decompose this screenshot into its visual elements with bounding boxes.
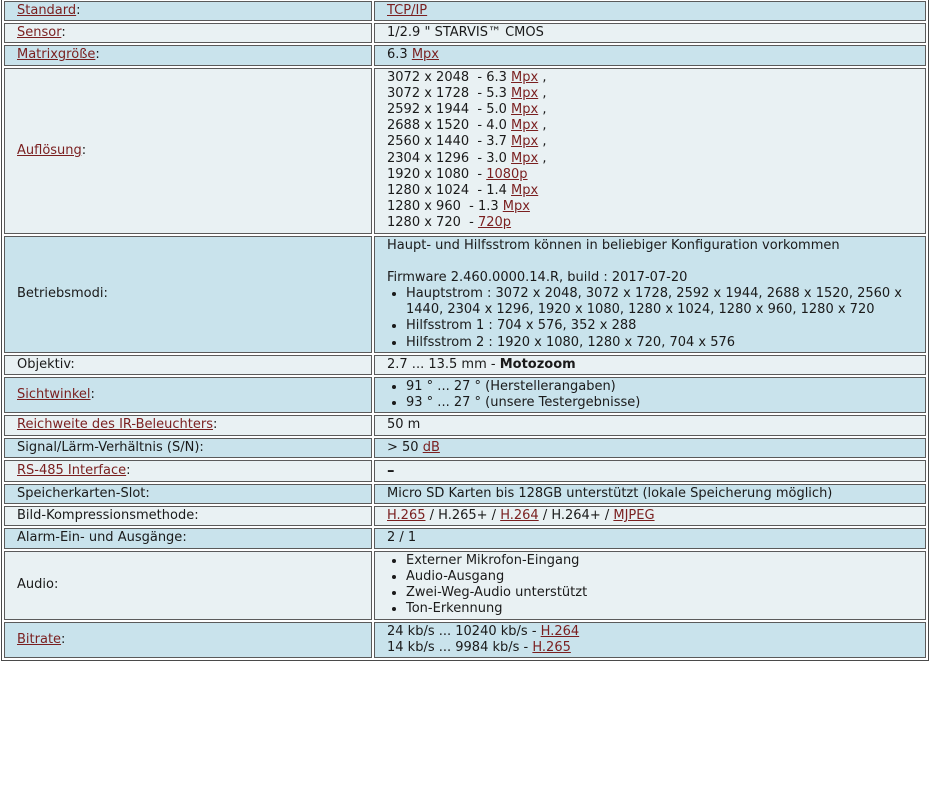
resolution-unit-link[interactable]: Mpx	[502, 199, 530, 215]
value-cell: > 50 dB	[374, 438, 926, 458]
resolution-link[interactable]: Auflösung	[17, 142, 82, 158]
label-cell: Alarm-Ein- und Ausgänge:	[4, 528, 372, 548]
list-item: • Audio-Ausgang	[406, 569, 913, 585]
h265-link[interactable]: H.265	[532, 639, 571, 655]
list-item: • Hauptstrom : 3072 x 2048, 3072 x 1728, 2592 x 1944, 2688 x 1520, 2560 x 1440, 2304 x 1296, 1920 x 1080, 1280 x 1024, 1280 x 960, 1280 x 720	[406, 286, 913, 318]
value-cell	[374, 460, 926, 482]
resolution-line: 2560 x 1440 - 3.7 Mpx ,	[387, 134, 547, 150]
alarm-label: Alarm-Ein- und Ausgänge	[17, 530, 183, 546]
label-cell: Auflösung:	[4, 68, 372, 234]
value-cell	[374, 551, 926, 620]
label-cell: Speicherkarten-Slot:	[4, 484, 372, 504]
audio-list	[387, 553, 913, 618]
row-standard	[4, 1, 926, 21]
mjpeg-link[interactable]: MJPEG	[613, 508, 655, 524]
resolution-unit-link[interactable]: 1080p	[486, 166, 528, 182]
value-cell: 50 m	[374, 415, 926, 435]
audio-label: Audio	[17, 576, 54, 592]
label-cell: Sichtwinkel:	[4, 377, 372, 413]
value-cell	[374, 23, 926, 43]
label-cell: Standard:	[4, 1, 372, 21]
label-cell: Signal/Lärm-Verhältnis (S/N):	[4, 438, 372, 458]
rs485-link[interactable]: RS-485 Interface	[17, 462, 127, 478]
angle-list	[387, 379, 913, 411]
resolution-line: 1280 x 1024 - 1.4 Mpx	[387, 183, 539, 199]
bitrate-line: 24 kb/s ... 10240 kb/s - H.264	[387, 623, 580, 639]
resolution-line: 2592 x 1944 - 5.0 Mpx ,	[387, 102, 547, 118]
list-item: • Zwei-Weg-Audio unterstützt	[406, 585, 913, 601]
sensor-value: 1/2.9 " STARVIS™ CMOS	[387, 25, 544, 41]
value-cell	[374, 1, 926, 21]
label-cell: Objektiv:	[4, 355, 372, 375]
resolution-line: 3072 x 1728 - 5.3 Mpx ,	[387, 85, 547, 101]
label-cell: Audio:	[4, 551, 372, 620]
row-audio	[4, 551, 926, 620]
row-lens	[4, 355, 926, 375]
resolution-line: 1280 x 720 - 720p	[387, 215, 512, 231]
row-snr	[4, 438, 926, 458]
h264-link[interactable]: H.264	[500, 508, 539, 524]
resolution-unit-link[interactable]: Mpx	[511, 183, 539, 199]
resolution-unit-link[interactable]: Mpx	[511, 134, 539, 150]
resolution-unit-link[interactable]: Mpx	[511, 85, 539, 101]
row-matrix	[4, 45, 926, 65]
resolution-unit-link[interactable]: Mpx	[511, 102, 539, 118]
label-cell: Sensor:	[4, 23, 372, 43]
resolution-line: 3072 x 2048 - 6.3 Mpx ,	[387, 69, 547, 85]
resolution-unit-link[interactable]: 720p	[477, 215, 512, 231]
sensor-link[interactable]: Sensor	[17, 25, 62, 41]
matrix-link[interactable]: Matrixgröße	[17, 47, 96, 63]
row-bitrate	[4, 622, 926, 658]
row-rs485	[4, 460, 926, 482]
row-sensor	[4, 23, 926, 43]
h264-link[interactable]: H.264	[540, 623, 580, 639]
list-item: • Externer Mikrofon-Eingang	[406, 553, 913, 569]
value-cell	[374, 236, 926, 353]
spec-table	[1, 0, 929, 661]
value-cell: 2 / 1	[374, 528, 926, 548]
value-cell	[374, 622, 926, 658]
row-slot	[4, 484, 926, 504]
resolution-line: 1920 x 1080 - 1080p	[387, 166, 528, 182]
resolution-list	[387, 70, 913, 232]
label-cell: Bild-Kompressionsmethode:	[4, 506, 372, 526]
modes-intro: Haupt- und Hilfsstrom können in beliebiger Konfiguration vorkommen	[387, 237, 840, 253]
tcpip-link[interactable]: TCP/IP	[387, 3, 428, 18]
slot-label: Speicherkarten-Slot	[17, 486, 146, 502]
list-item: • Hilfsstrom 1 : 704 x 576, 352 x 288	[406, 318, 913, 334]
modes-label: Betriebsmodi	[17, 286, 104, 302]
row-ir	[4, 415, 926, 435]
value-cell: 2.7 ... 13.5 mm - Motozoom	[374, 355, 926, 375]
resolution-unit-link[interactable]: Mpx	[511, 118, 539, 134]
row-compression	[4, 506, 926, 526]
motozoom-text: Motozoom	[499, 356, 576, 372]
list-item: • 91 ° ... 27 ° (Herstellerangaben)	[406, 379, 913, 395]
modes-list	[387, 286, 913, 351]
bitrate-link[interactable]: Bitrate	[17, 631, 62, 647]
snr-label: Signal/Lärm-Verhältnis (S/N)	[17, 439, 200, 455]
resolution-unit-link[interactable]: Mpx	[511, 150, 539, 166]
db-link[interactable]: dB	[422, 439, 440, 455]
label-cell: Matrixgröße:	[4, 45, 372, 65]
row-angle	[4, 377, 926, 413]
standard-link[interactable]: Standard	[17, 3, 77, 18]
row-alarm	[4, 528, 926, 548]
label-cell: Reichweite des IR-Beleuchters:	[4, 415, 372, 435]
value-cell: H.265 / H.265+ / H.264 / H.264+ / MJPEG	[374, 506, 926, 526]
value-cell	[374, 68, 926, 234]
h265-link[interactable]: H.265	[387, 508, 426, 524]
resolution-line: 1280 x 960 - 1.3 Mpx	[387, 199, 530, 215]
bitrate-line: 14 kb/s ... 9984 kb/s - H.265	[387, 639, 571, 655]
row-resolution	[4, 68, 926, 234]
list-item: • Ton-Erkennung	[406, 601, 913, 617]
lens-label: Objektiv	[17, 356, 71, 372]
list-item: • 93 ° ... 27 ° (unsere Testergebnisse)	[406, 395, 913, 411]
list-item: • Hilfsstrom 2 : 1920 x 1080, 1280 x 720, 704 x 576	[406, 335, 913, 351]
compression-label: Bild-Kompressionsmethode	[17, 508, 195, 524]
mpx-link[interactable]: Mpx	[411, 47, 439, 63]
value-cell	[374, 377, 926, 413]
ir-link[interactable]: Reichweite des IR-Beleuchters	[17, 417, 214, 433]
value-cell: Micro SD Karten bis 128GB unterstützt (lokale Speicherung möglich)	[374, 484, 926, 504]
resolution-unit-link[interactable]: Mpx	[511, 69, 539, 85]
value-cell: 6.3 Mpx	[374, 45, 926, 65]
spacer	[387, 254, 913, 270]
resolution-line: 2688 x 1520 - 4.0 Mpx ,	[387, 118, 547, 134]
firmware-text: Firmware 2.460.0000.14.R, build : 2017-07-20	[387, 269, 688, 285]
dash-icon: –	[387, 460, 395, 479]
resolution-line: 2304 x 1296 - 3.0 Mpx ,	[387, 150, 547, 166]
label-cell: RS-485 Interface:	[4, 460, 372, 482]
label-cell: Bitrate:	[4, 622, 372, 658]
angle-link[interactable]: Sichtwinkel	[17, 387, 91, 403]
row-modes	[4, 236, 926, 353]
label-cell: Betriebsmodi:	[4, 236, 372, 353]
